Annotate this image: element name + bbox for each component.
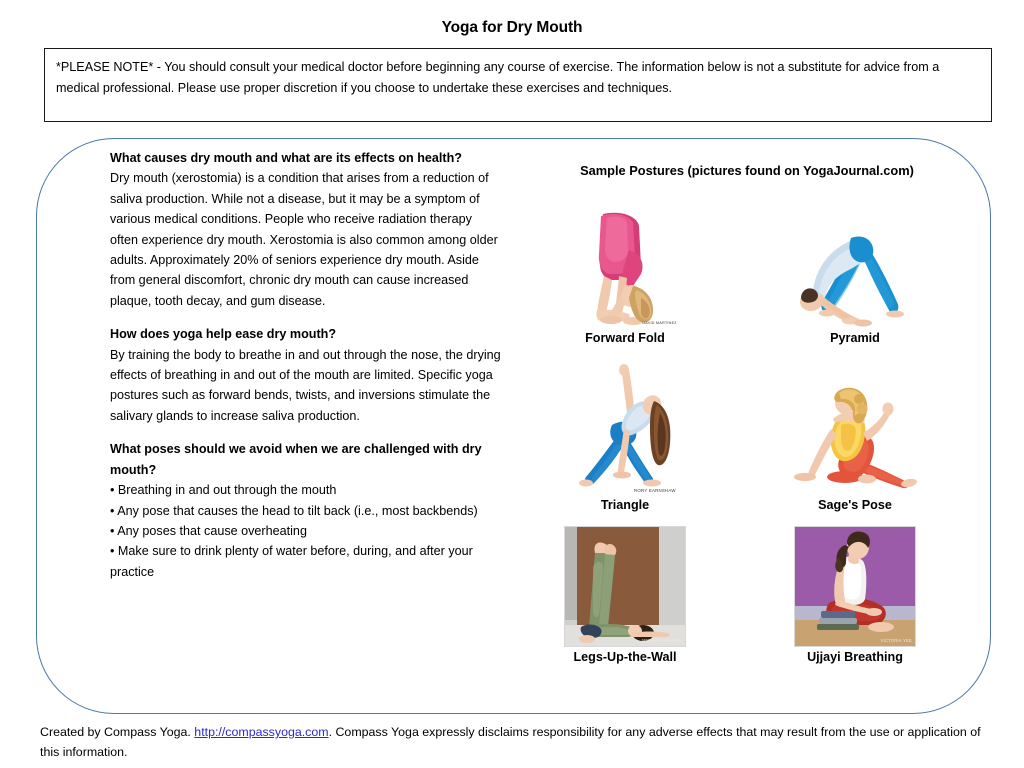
posture-cell-forward-fold	[510, 190, 740, 346]
avoid-bullet-2: • Any pose that causes the head to tilt back (i.e., most backbends)	[110, 503, 478, 518]
avoid-bullet-3: • Any poses that cause overheating	[110, 523, 307, 538]
postures-heading: Sample Postures (pictures found on YogaJournal.com)	[580, 163, 914, 178]
forward-fold-photo-credit: DAVID MARTINEZ	[642, 320, 677, 325]
answer-how-yoga-helps: By training the body to breathe in and out through the nose, the drying effects of breathing in and out of the mouth are limited. Specific yoga postures such as forward bends, twists, and inversions stimulate the salivary glands to increase saliva production.	[110, 347, 501, 423]
avoid-bullet-1: • Breathing in and out through the mouth	[110, 483, 337, 498]
question-poses-to-avoid: What poses should we avoid when we are challenged with dry mouth?	[110, 442, 482, 477]
answer-causes: Dry mouth (xerostomia) is a condition that arises from a reduction of saliva production. While not a disease, but it may be a symptom of various medical conditions. People who receive radiation therapy often experience dry mouth. Xerostomia is also common among older adults. Approximately 20% of seniors experience dry mouth. Aside from general discomfort, chronic dry mouth can cause increased plaque, tooth decay, and gum disease.	[110, 171, 498, 308]
question-causes: What causes dry mouth and what are its effects on health?	[110, 151, 462, 165]
left-text-column	[110, 148, 502, 595]
postures-column	[510, 163, 970, 665]
disclaimer-text: *PLEASE NOTE* - You should consult your medical doctor before beginning any course of exercise. The information below is not a substitute for advice from a medical professional. Please use proper discretion if you choose to undertake these exercises and techniques.	[56, 60, 940, 95]
disclaimer-box	[44, 48, 992, 122]
posture-label-ujjayi-breathing: Ujjayi Breathing	[807, 650, 903, 664]
pyramid-illustration	[791, 224, 919, 328]
posture-cell-legs-up-the-wall	[510, 513, 740, 665]
posture-label-pyramid: Pyramid	[830, 331, 880, 345]
ujjayi-breathing-photo-credit: VICTORIA YEE	[880, 637, 912, 643]
footer-lead-text: Created by Compass Yoga.	[40, 725, 195, 739]
ujjayi-breathing-photo	[794, 526, 916, 647]
page-title: Yoga for Dry Mouth	[441, 19, 583, 36]
footer-tail-text: . Compass Yoga expressly disclaims responsibility for any adverse effects that may result from the use or application of this information.	[40, 725, 981, 759]
qa-block-how-yoga-helps	[110, 324, 502, 426]
posture-cell-pyramid	[740, 190, 970, 346]
sages-pose-illustration	[789, 385, 921, 495]
avoid-bullet-4: • Make sure to drink plenty of water before, during, and after your practice	[110, 544, 473, 579]
qa-block-poses-to-avoid	[110, 439, 502, 582]
qa-block-causes	[110, 148, 502, 311]
posture-cell-sages-pose	[740, 346, 970, 513]
posture-label-triangle: Triangle	[600, 498, 650, 512]
legs-up-the-wall-photo	[564, 526, 686, 647]
posture-label-forward-fold: Forward Fold	[585, 331, 665, 345]
posture-cell-triangle	[510, 346, 740, 513]
posture-label-legs-up-the-wall: Legs-Up-the-Wall	[573, 650, 677, 664]
triangle-photo-credit: RORY EARNSHAW	[634, 487, 676, 493]
compassyoga-link[interactable]: http://compassyoga.com	[194, 725, 329, 739]
footer-disclaimer	[40, 722, 1000, 762]
posture-label-sages-pose: Sage's Pose	[818, 498, 892, 512]
legs-up-the-wall-photo-credit: MICHAEL VENERA	[642, 637, 682, 643]
question-how-yoga-helps: How does yoga help ease dry mouth?	[110, 327, 337, 342]
triangle-illustration	[560, 357, 690, 495]
posture-grid	[510, 190, 970, 665]
forward-fold-illustration	[571, 210, 679, 328]
posture-cell-ujjayi-breathing	[740, 513, 970, 665]
